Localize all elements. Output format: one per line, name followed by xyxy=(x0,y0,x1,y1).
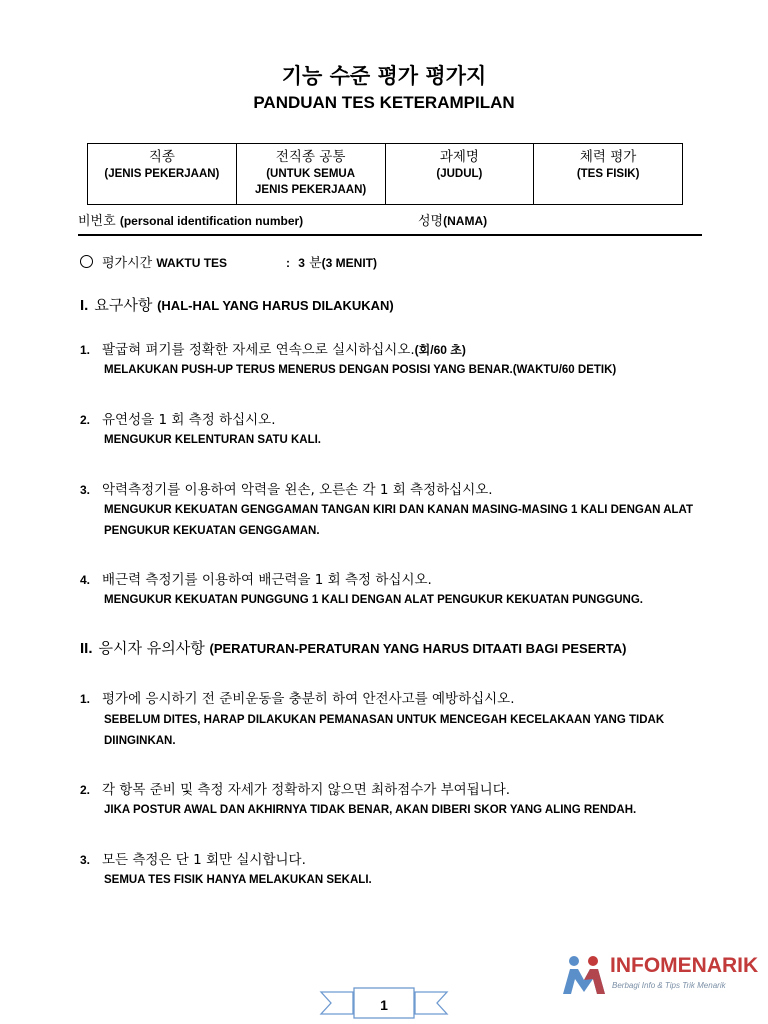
name-field-label xyxy=(418,210,487,229)
info-cell-label-id: (JENIS PEKERJAAN) xyxy=(104,168,220,180)
info-cell-label-id: (UNTUK SEMUA JENIS PEKERJAAN) xyxy=(255,168,367,196)
item-text-id: MENGUKUR KELENTURAN SATU KALI. xyxy=(104,434,322,446)
section-number: I. xyxy=(80,297,89,314)
item-number: 1. xyxy=(80,343,91,357)
section-title-id: (PERATURAN-PERATURAN YANG HARUS DITAATI BAGI PESERTA) xyxy=(209,641,627,656)
item-number: 3. xyxy=(80,483,91,497)
personal-id-label-en: (personal identification number) xyxy=(119,214,304,228)
item-text-ko-suffix: (회/60 초) xyxy=(414,343,466,357)
page-number: 1 xyxy=(380,997,388,1013)
requirement-item xyxy=(80,478,493,498)
requirement-item xyxy=(80,338,466,358)
item-text-ko: 각 항목 준비 및 측정 자세가 정확하지 않으면 최하점수가 부여됩니다. xyxy=(102,782,511,798)
people-logo-icon xyxy=(560,952,608,998)
test-time-label-id: WAKTU TES xyxy=(156,256,228,270)
item-text-id: MELAKUKAN PUSH-UP TERUS MENERUS DENGAN POSISI YANG BENAR.(WAKTU/60 DETIK) xyxy=(104,364,617,376)
section-rules-heading xyxy=(80,637,626,658)
item-text-id: MENGUKUR KEKUATAN PUNGGUNG 1 KALI DENGAN ALAT PENGUKUR KEKUATAN PUNGGUNG. xyxy=(104,594,644,606)
item-text-ko: 유연성을 1 회 측정 하십시오. xyxy=(102,412,276,428)
requirement-item xyxy=(80,568,432,588)
test-time-number: 3 xyxy=(298,256,305,270)
document-title-korean: 기능 수준 평가 평가지 xyxy=(281,64,487,88)
item-text-id: JIKA POSTUR AWAL DAN AKHIRNYA TIDAK BENAR, AKAN DIBERI SKOR YANG ALING RENDAH. xyxy=(104,804,637,816)
info-cell-label-id: (JUDUL) xyxy=(436,168,483,180)
document-title-indonesian: PANDUAN TES KETERAMPILAN xyxy=(253,93,515,112)
item-text-ko: 악력측정기를 이용하여 악력을 왼손, 오른손 각 1 회 측정하십시오. xyxy=(102,482,493,498)
requirement-item xyxy=(80,408,276,428)
item-number: 2. xyxy=(80,413,91,427)
info-cell-all-jobs xyxy=(236,144,385,205)
name-label-en: (NAMA) xyxy=(443,214,488,228)
watermark-tagline: Berbagi Info & Tips Trik Menarik xyxy=(612,981,726,990)
info-cell-label-ko: 체력 평가 xyxy=(579,149,637,165)
circle-bullet-icon xyxy=(80,255,93,268)
rule-item xyxy=(80,848,306,868)
test-time-row xyxy=(80,252,377,271)
info-table xyxy=(87,143,683,205)
item-number: 1. xyxy=(80,692,91,706)
section-title-id: (HAL-HAL YANG HARUS DILAKUKAN) xyxy=(157,298,394,313)
test-time-label-ko: 평가시간 xyxy=(102,256,153,271)
infomenarik-watermark-logo xyxy=(560,948,759,1000)
item-text-ko: 배근력 측정기를 이용하여 배근력을 1 회 측정 하십시오. xyxy=(102,572,432,588)
header-divider xyxy=(78,234,702,236)
item-text-id: SEMUA TES FISIK HANYA MELAKUKAN SEKALI. xyxy=(104,874,372,886)
info-cell-title xyxy=(385,144,534,205)
info-cell-label-ko: 직종 xyxy=(148,149,175,165)
info-cell-label-ko: 과제명 xyxy=(439,149,479,165)
item-text-id: SEBELUM DITES, HARAP DILAKUKAN PEMANASAN UNTUK MENCEGAH KECELAKAAN YANG TIDAK DIINGINKAN. xyxy=(104,714,665,747)
item-number: 3. xyxy=(80,853,91,867)
test-time-separator: : xyxy=(286,256,290,270)
test-time-unit-id: (3 MENIT) xyxy=(321,256,377,270)
personal-id-field-label xyxy=(78,210,303,229)
name-label-ko: 성명 xyxy=(418,214,444,229)
item-text-id: MENGUKUR KEKUATAN GENGGAMAN TANGAN KIRI DAN KANAN MASING-MASING 1 KALI DENGAN ALAT PENGUKUR KEKUATAN GENGGAMAN. xyxy=(104,504,694,537)
test-time-unit-ko: 분 xyxy=(309,256,322,271)
info-cell-job-type xyxy=(88,144,237,205)
info-table-row xyxy=(88,144,683,205)
item-text-ko: 모든 측정은 단 1 회만 실시합니다. xyxy=(102,852,306,868)
section-title-ko: 요구사항 xyxy=(94,296,153,314)
item-text-ko: 평가에 응시하기 전 준비운동을 충분히 하여 안전사고를 예방하십시오. xyxy=(102,691,515,707)
item-text-ko: 팔굽혀 펴기를 정확한 자세로 연속으로 실시하십시오. xyxy=(102,342,415,358)
info-cell-label-id: (TES FISIK) xyxy=(576,168,640,180)
info-cell-physical-test xyxy=(534,144,683,205)
personal-id-label-ko: 비번호 xyxy=(78,214,116,229)
info-cell-label-ko: 전직종 공통 xyxy=(275,149,346,165)
item-number: 2. xyxy=(80,783,91,797)
rule-item xyxy=(80,687,515,707)
rule-item xyxy=(80,778,510,798)
section-title-ko: 응시자 유의사항 xyxy=(98,639,205,657)
item-number: 4. xyxy=(80,573,91,587)
test-time-value xyxy=(286,252,377,271)
section-requirements-heading xyxy=(80,294,394,315)
watermark-brand-text: INFOMENARIK xyxy=(610,954,759,977)
section-number: II. xyxy=(80,640,93,657)
